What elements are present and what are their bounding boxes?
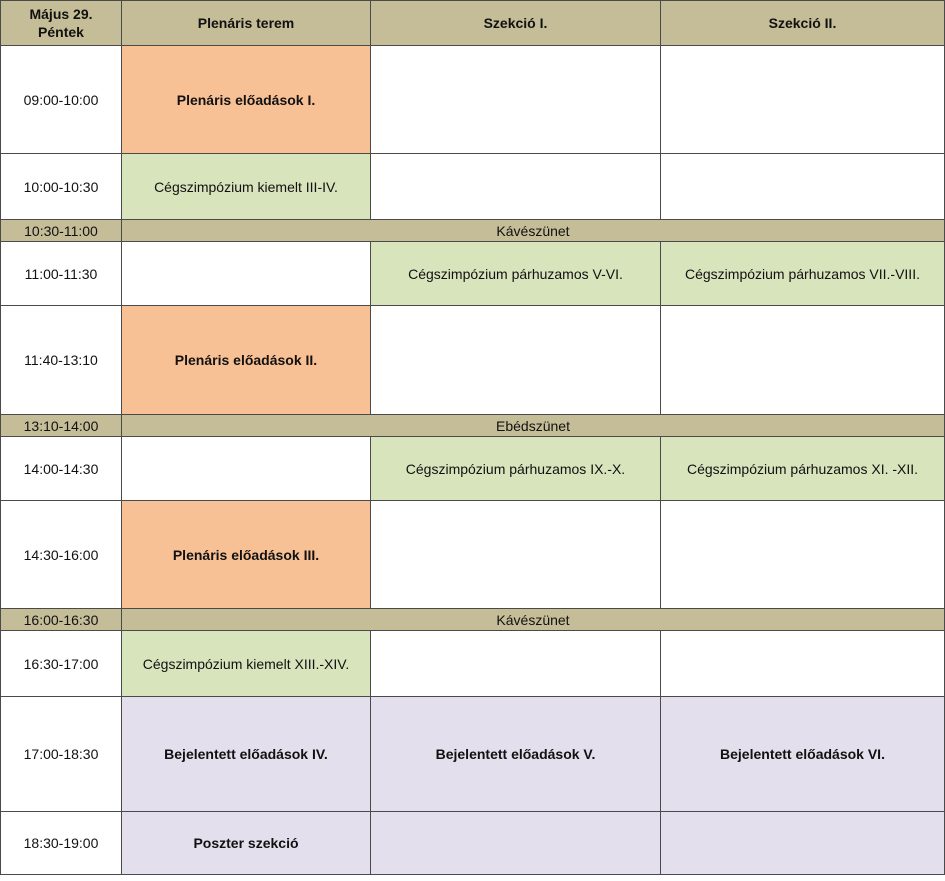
section2-cell — [661, 631, 945, 697]
table-row — [1, 812, 945, 875]
plenary-session: Plenáris előadások III. — [122, 501, 371, 609]
time-slot: 17:00-18:30 — [1, 697, 122, 812]
time-slot: 14:00-14:30 — [1, 437, 122, 501]
plenary-cell — [122, 437, 371, 501]
day-header — [1, 1, 122, 46]
section1-column-header: Szekció I. — [371, 1, 661, 46]
symposium-session: Cégszimpózium kiemelt XIII.-XIV. — [122, 631, 371, 697]
time-slot: 11:00-11:30 — [1, 242, 122, 306]
section2-cell — [661, 154, 945, 220]
submitted-session: Bejelentett előadások IV. — [122, 697, 371, 812]
plenary-session: Plenáris előadások II. — [122, 306, 371, 415]
section1-cell — [371, 154, 661, 220]
time-slot: 18:30-19:00 — [1, 812, 122, 875]
section1-cell — [371, 631, 661, 697]
symposium-session: Cégszimpózium párhuzamos VII.-VIII. — [661, 242, 945, 306]
time-slot: 10:00-10:30 — [1, 154, 122, 220]
symposium-session: Cégszimpózium párhuzamos XI. -XII. — [661, 437, 945, 501]
submitted-session: Bejelentett előadások V. — [371, 697, 661, 812]
break-time: 16:00-16:30 — [1, 609, 122, 631]
section2-cell — [661, 812, 945, 875]
section1-cell — [371, 306, 661, 415]
submitted-session: Bejelentett előadások VI. — [661, 697, 945, 812]
time-slot: 11:40-13:10 — [1, 306, 122, 415]
plenary-cell — [122, 242, 371, 306]
section2-cell — [661, 501, 945, 609]
time-slot: 09:00-10:00 — [1, 46, 122, 154]
section2-cell — [661, 46, 945, 154]
plenary-session: Plenáris előadások I. — [122, 46, 371, 154]
break-time: 13:10-14:00 — [1, 415, 122, 437]
table-row — [1, 437, 945, 501]
time-slot: 14:30-16:00 — [1, 501, 122, 609]
section1-cell — [371, 501, 661, 609]
time-slot: 16:30-17:00 — [1, 631, 122, 697]
poster-session: Poszter szekció — [122, 812, 371, 875]
section1-cell — [371, 812, 661, 875]
table-row — [1, 154, 945, 220]
section2-cell — [661, 306, 945, 415]
break-label: Kávészünet — [122, 609, 945, 631]
day-weekday: Péntek — [38, 24, 84, 40]
section1-cell — [371, 46, 661, 154]
table-row — [1, 631, 945, 697]
table-row — [1, 306, 945, 415]
break-label: Kávészünet — [122, 220, 945, 242]
day-date: Május 29. — [29, 6, 93, 22]
break-row — [1, 415, 945, 437]
section2-column-header: Szekció II. — [661, 1, 945, 46]
break-row — [1, 220, 945, 242]
plenary-column-header: Plenáris terem — [122, 1, 371, 46]
break-time: 10:30-11:00 — [1, 220, 122, 242]
break-label: Ebédszünet — [122, 415, 945, 437]
table-row — [1, 242, 945, 306]
symposium-session: Cégszimpózium kiemelt III-IV. — [122, 154, 371, 220]
table-row — [1, 501, 945, 609]
break-row — [1, 609, 945, 631]
symposium-session: Cégszimpózium párhuzamos V-VI. — [371, 242, 661, 306]
table-row — [1, 46, 945, 154]
symposium-session: Cégszimpózium párhuzamos IX.-X. — [371, 437, 661, 501]
header-row — [1, 1, 945, 46]
table-row — [1, 697, 945, 812]
